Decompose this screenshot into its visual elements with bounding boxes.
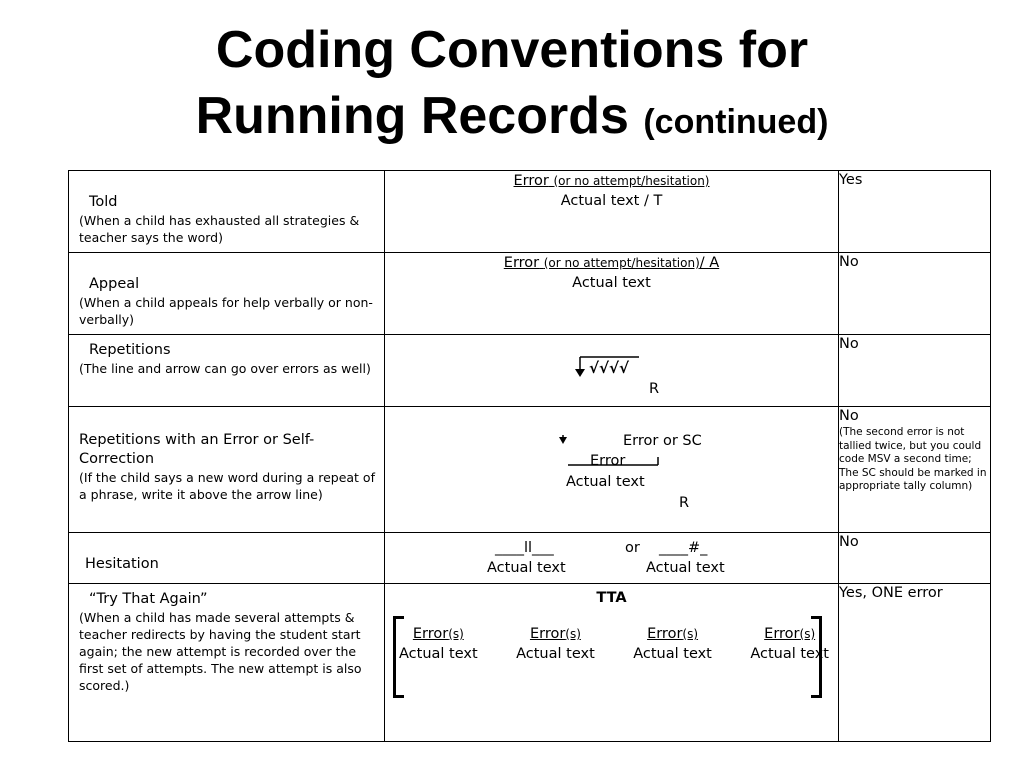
code-cell [385,533,839,584]
page-title-line-2 [0,84,1024,154]
tta-attempts [399,624,829,664]
tta-attempt [399,624,478,664]
code-cell [385,584,839,742]
code-cell [385,407,839,533]
table-row-repetitions [69,335,991,407]
code-error: Error [647,626,683,642]
behavior-description: (The line and arrow can go over errors as well) [79,361,371,376]
code-cell [385,335,839,407]
behavior-name: “Try That Again” [89,591,208,607]
code-error: Error [590,453,626,469]
code-error-note: (or no attempt/hesitation) [553,174,710,188]
conventions-table [68,170,991,742]
code-error-note: (or no attempt/hesitation) [543,256,700,270]
code-error-plural: (s) [448,627,464,641]
table-row-told [69,171,991,253]
behavior-name: Repetitions [89,342,171,358]
table-row-repetition-error [69,407,991,533]
behavior-cell [69,533,385,584]
code-actual-text: Actual text [646,560,725,576]
code-cell [385,171,839,253]
behavior-description: (If the child says a new word during a repeat of a phrase, write it above the arrow line) [79,470,375,502]
table-row-appeal [69,253,991,335]
counts-cell [839,171,991,253]
counts-value: No [839,534,859,550]
tta-attempt [516,624,595,664]
behavior-cell [69,407,385,533]
tta-attempt [633,624,712,664]
code-r: R [649,381,660,397]
code-hesitation-mark: ____#_ [659,540,708,556]
behavior-cell [69,584,385,742]
code-error-plural: (s) [799,627,816,641]
behavior-name: Repetitions with an Error or Self-Correction [79,432,315,467]
counts-value: No [839,254,859,270]
behavior-cell [69,171,385,253]
code-error-or-sc: Error or SC [623,433,702,449]
counts-cell [839,253,991,335]
code-hesitation-pause: ____ll___ [495,540,554,556]
page-title-line-1: Coding Conventions for [215,21,809,79]
code-actual-text: Actual text [487,560,566,576]
code-checks: √√√√ [589,359,630,377]
table-row-hesitation [69,533,991,584]
code-actual-text: Actual text / T [560,193,663,209]
behavior-name: Told [89,194,118,210]
counts-cell [839,335,991,407]
behavior-description: (When a child appeals for help verbally or non-verbally) [79,295,373,327]
behavior-name: Appeal [89,276,140,292]
code-actual-text: Actual text [516,646,595,662]
page-title-main: Running Records [195,87,629,145]
behavior-cell [69,335,385,407]
code-error: Error [764,626,800,642]
counts-value: No [839,336,859,352]
tta-attempt [750,624,829,664]
page-title-suffix: (continued) [643,103,829,141]
code-actual-text: Actual text [566,474,645,490]
code-actual-text: Actual text [633,646,712,662]
code-appeal-mark: / A [699,255,720,271]
counts-value: Yes, ONE error [839,585,943,601]
code-tta-label: TTA [596,590,627,606]
code-error: Error [513,173,549,189]
code-actual-text: Actual text [399,646,478,662]
table-row-try-that-again [69,584,991,742]
code-error: Error [529,626,566,642]
code-error-plural: (s) [565,627,581,641]
behavior-description: (When a child has exhausted all strategies & teacher says the word) [79,213,360,245]
behavior-cell [69,253,385,335]
counts-cell [839,533,991,584]
code-r: R [679,495,690,511]
code-error-plural: (s) [682,627,699,641]
code-actual-text: Actual text [750,646,829,662]
counts-cell [839,407,991,533]
code-cell [385,253,839,335]
code-actual-text: Actual text [572,275,651,291]
repetition-arrow-icon [385,407,838,531]
code-error: Error [503,255,540,271]
code-or: or [625,540,640,556]
behavior-name: Hesitation [85,556,159,572]
counts-value: Yes [839,172,863,188]
counts-cell [839,584,991,742]
counts-note: (The second error is not tallied twice, but you could code MSV a second time; The SC should be marked in appropriate tally column) [839,426,987,492]
behavior-description: (When a child has made several attempts & teacher redirects by having the student start again; the new attempt is recorded over the first set of attempts. The new attempt is also scored.) [79,610,362,693]
counts-value: No [839,408,859,424]
code-error: Error [412,626,449,642]
